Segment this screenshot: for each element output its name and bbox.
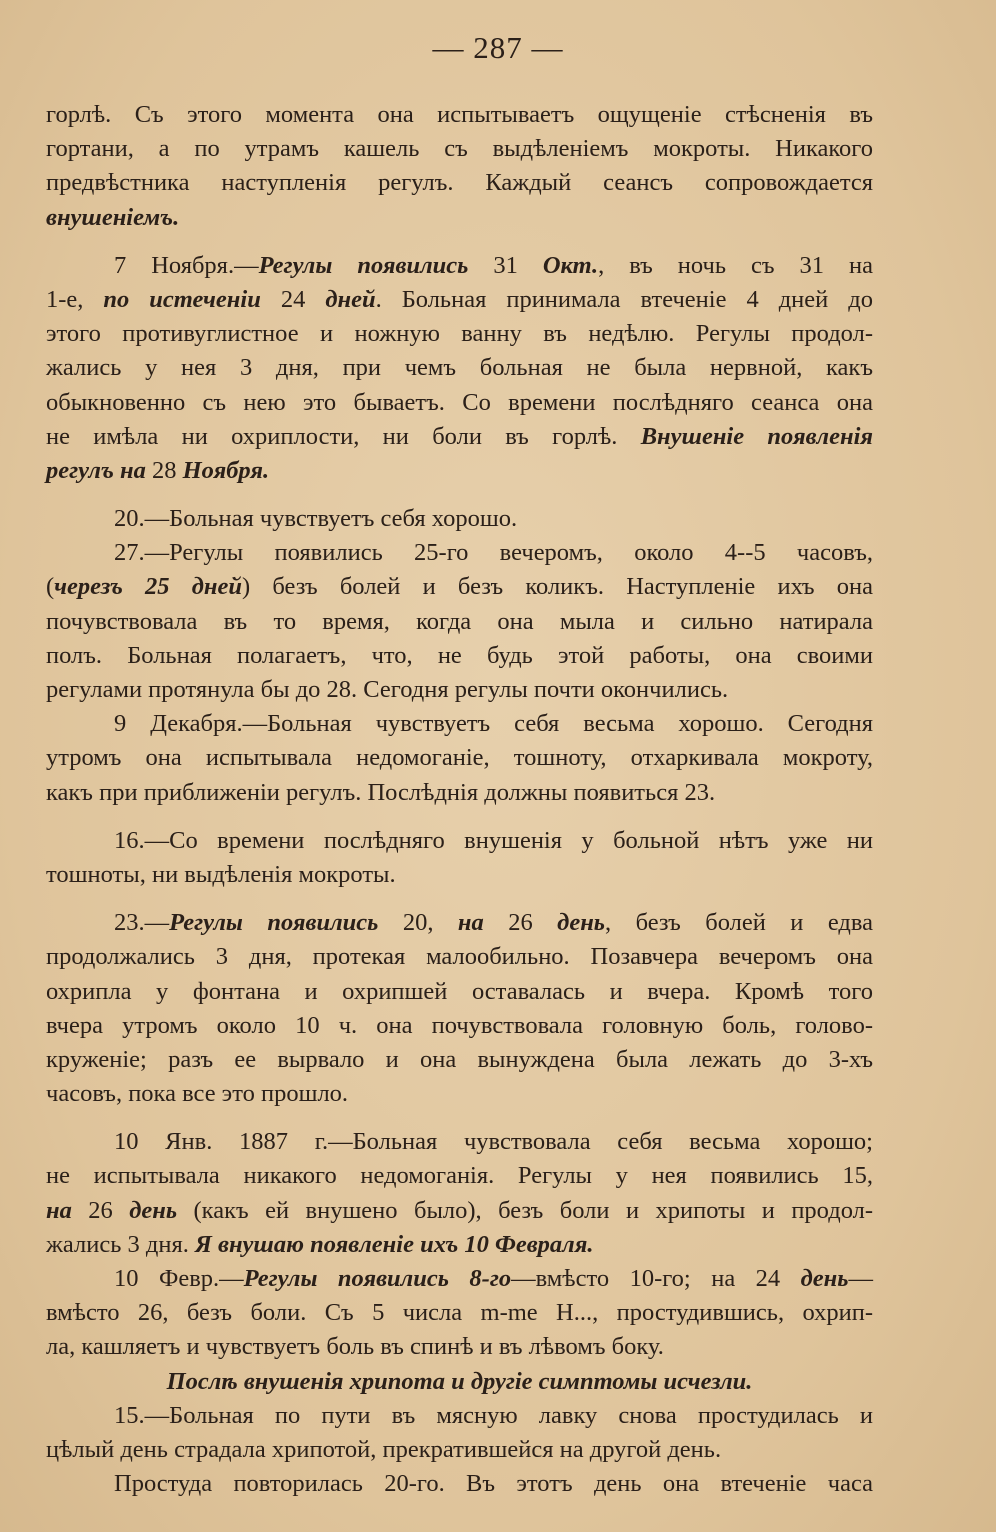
line-text: 20.—Больная чувствуетъ себя хорошо. [114,505,518,533]
text-line [46,317,873,351]
italic-emphasis: регулъ на [46,456,146,484]
italic-emphasis: внушеніемъ. [46,203,180,231]
line-text: горлѣ. Съ этого момента она испытываетъ ощущеніе стѣсненія въ [46,101,873,128]
paragraph-nov-7 [46,249,873,488]
line-text: круженіе; разъ ее вырвало и она вынуждена была лежать до 3-хъ [46,1045,873,1073]
text-line [46,1467,873,1501]
line-text: . Больная принимала втеченіе 4 дней до [375,285,873,313]
text-line [46,1330,873,1364]
italic-emphasis: Регулы появились 8-го [243,1265,512,1292]
text-line [46,605,873,639]
italic-emphasis: день [557,909,605,937]
line-text: 10 Янв. 1887 г.—Больная чувствовала себя весьма хорошо; [114,1128,873,1156]
italic-emphasis: день [800,1265,849,1292]
italic-emphasis: Внушеніе появленія [640,422,873,450]
text-line [46,858,873,892]
text-line [46,1365,873,1399]
text-line [46,1262,873,1296]
line-text: ( [46,573,55,601]
line-text: обыкновенно съ нею это бываетъ. Со времени послѣдняго сеанса она [46,388,873,416]
italic-emphasis: Я внушаю появленіе ихъ 10 Февраля. [195,1230,594,1258]
line-text: 10 Февр.— [114,1265,244,1292]
text-line [46,673,873,707]
line-text: продолжались 3 дня, протекая малообильно. Позавчера вечеромъ она [46,943,873,971]
italic-emphasis: дней [325,285,376,313]
text-line [46,536,873,570]
line-text: какъ при приближеніи регулъ. Послѣднія должны появиться 23. [46,778,716,806]
paragraph-dec-9 [46,707,873,810]
line-text: тошноты, ни выдѣленія мокроты. [46,860,396,888]
line-text: 26 [71,1196,130,1224]
line-text: вмѣсто 26, безъ боли. Съ 5 числа m-me H..., простудившись, охрип- [46,1299,873,1327]
line-text: 31 [468,251,543,279]
text-line [46,1043,873,1077]
line-text: гортани, а по утрамъ кашель съ выдѣленіемъ мокроты. Никакого [46,135,873,163]
line-text: 15.—Больная по пути въ мясную лавку снова простудилась и [114,1401,873,1429]
text-line [46,386,873,420]
paragraph-nov-27 [46,536,873,707]
page-number: — 287 — [432,30,564,65]
paragraph-feb-15 [46,1399,873,1467]
line-text: почувствовала въ то время, когда она мыла и сильно натирала [46,607,873,635]
line-text: полъ. Больная полагаетъ, что, не будь этой работы, она своими [46,641,873,669]
italic-emphasis: по истеченіи [103,285,261,313]
line-text: часовъ, пока все это прошло. [46,1080,349,1108]
line-text: регулами протянула бы до 28. Сегодня регулы почти окончились. [46,676,729,703]
text-line [46,1077,873,1111]
text-line [46,940,873,974]
text-line [46,283,873,317]
italic-emphasis: Послѣ внушенія хрипота и другіе симптомы исчезли. [166,1367,753,1395]
italic-emphasis: день [129,1196,178,1224]
text-line [46,351,873,385]
line-text: (какъ ей внушено было), безъ боли и хрипоты и продол- [177,1196,874,1224]
text-line [46,454,873,488]
paragraph-nov-20 [46,502,873,536]
paragraph-feb-10 [46,1262,873,1399]
line-text: —вмѣсто 10-го; на 24 [511,1265,801,1292]
text-line [46,1296,873,1330]
text-line [46,98,873,132]
text-line [46,166,873,200]
text-line [46,570,873,604]
text-line [46,1433,873,1467]
text-line [46,639,873,673]
italic-emphasis: Ноября. [182,456,270,484]
text-line [46,906,873,940]
italic-emphasis: Окт. [542,251,599,279]
line-text: 9 Декабря.—Больная чувствуетъ себя весьма хорошо. Сегодня [114,710,873,738]
line-text: 27.—Регулы появились 25-го вечеромъ, около 4--5 часовъ, [114,539,873,567]
italic-emphasis: на [457,909,484,937]
line-text: этого противуглистное и ножную ванну въ недѣлю. Регулы продол- [46,320,873,348]
text-line [46,1159,873,1193]
line-text: охрипла у фонтана и охрипшей оставалась и вчера. Кромѣ того [46,977,873,1005]
line-text: Простуда повторилась 20-го. Въ этотъ день она втеченіе часа [114,1470,873,1498]
paragraph-dec-16 [46,824,873,892]
line-text: жались у нея 3 дня, при чемъ больная не была нервной, какъ [46,354,873,382]
line-text: 23.— [114,909,170,937]
text-line [46,201,873,235]
line-text: утромъ она испытывала недомоганіе, тошноту, отхаркивала мокроту, [46,744,873,772]
text-line [46,1125,873,1159]
text-line [46,1228,873,1262]
text-line [46,707,873,741]
paragraph-jan-10 [46,1125,873,1262]
paragraph-continuation [46,98,873,235]
line-text: , безъ болей и едва [605,909,874,937]
line-text: ла, кашляетъ и чувствуетъ боль въ спинѣ и въ лѣвомъ боку. [46,1333,664,1361]
text-line [46,502,873,536]
text-line [46,132,873,166]
italic-emphasis: Регулы появились [169,909,379,937]
text-line [46,776,873,810]
line-text: — [848,1265,873,1292]
text-line [46,1399,873,1433]
text-line [46,1194,873,1228]
paragraph-feb-20 [46,1467,873,1501]
line-text: вчера утромъ около 10 ч. она почувствовала головную боль, голово- [46,1011,873,1039]
line-text: 1-е, [46,285,104,313]
text-line [46,1009,873,1043]
text-line [46,741,873,775]
text-column [46,98,873,1501]
line-text: 16.—Со времени послѣдняго внушенія у больной нѣтъ уже ни [114,826,873,854]
paragraph-dec-23 [46,906,873,1111]
line-text: 20, [378,909,458,937]
text-line [46,249,873,283]
line-text: 28 [145,456,183,484]
text-line [46,975,873,1009]
line-text: не испытывала никакого недомоганія. Регулы у нея появились 15, [46,1162,873,1190]
line-text: жались 3 дня. [46,1230,195,1258]
line-text: 24 [260,285,326,313]
italic-emphasis: на [46,1196,72,1224]
line-text: ) безъ болей и безъ коликъ. Наступленіе ихъ она [242,573,873,601]
line-text: , въ ночь съ 31 на [598,251,873,279]
line-text: цѣлый день страдала хрипотой, прекратившейся на другой день. [46,1435,722,1463]
text-line [46,824,873,858]
line-text: 7 Ноября.— [114,251,259,279]
line-text: не имѣла ни охриплости, ни боли въ горлѣ. [46,422,641,450]
line-text: предвѣстника наступленія регулъ. Каждый сеансъ сопровождается [46,169,873,197]
line-text: 26 [483,909,558,937]
italic-emphasis: черезъ 25 дней [54,573,243,601]
italic-emphasis: Регулы появились [258,251,469,279]
text-line [46,420,873,454]
